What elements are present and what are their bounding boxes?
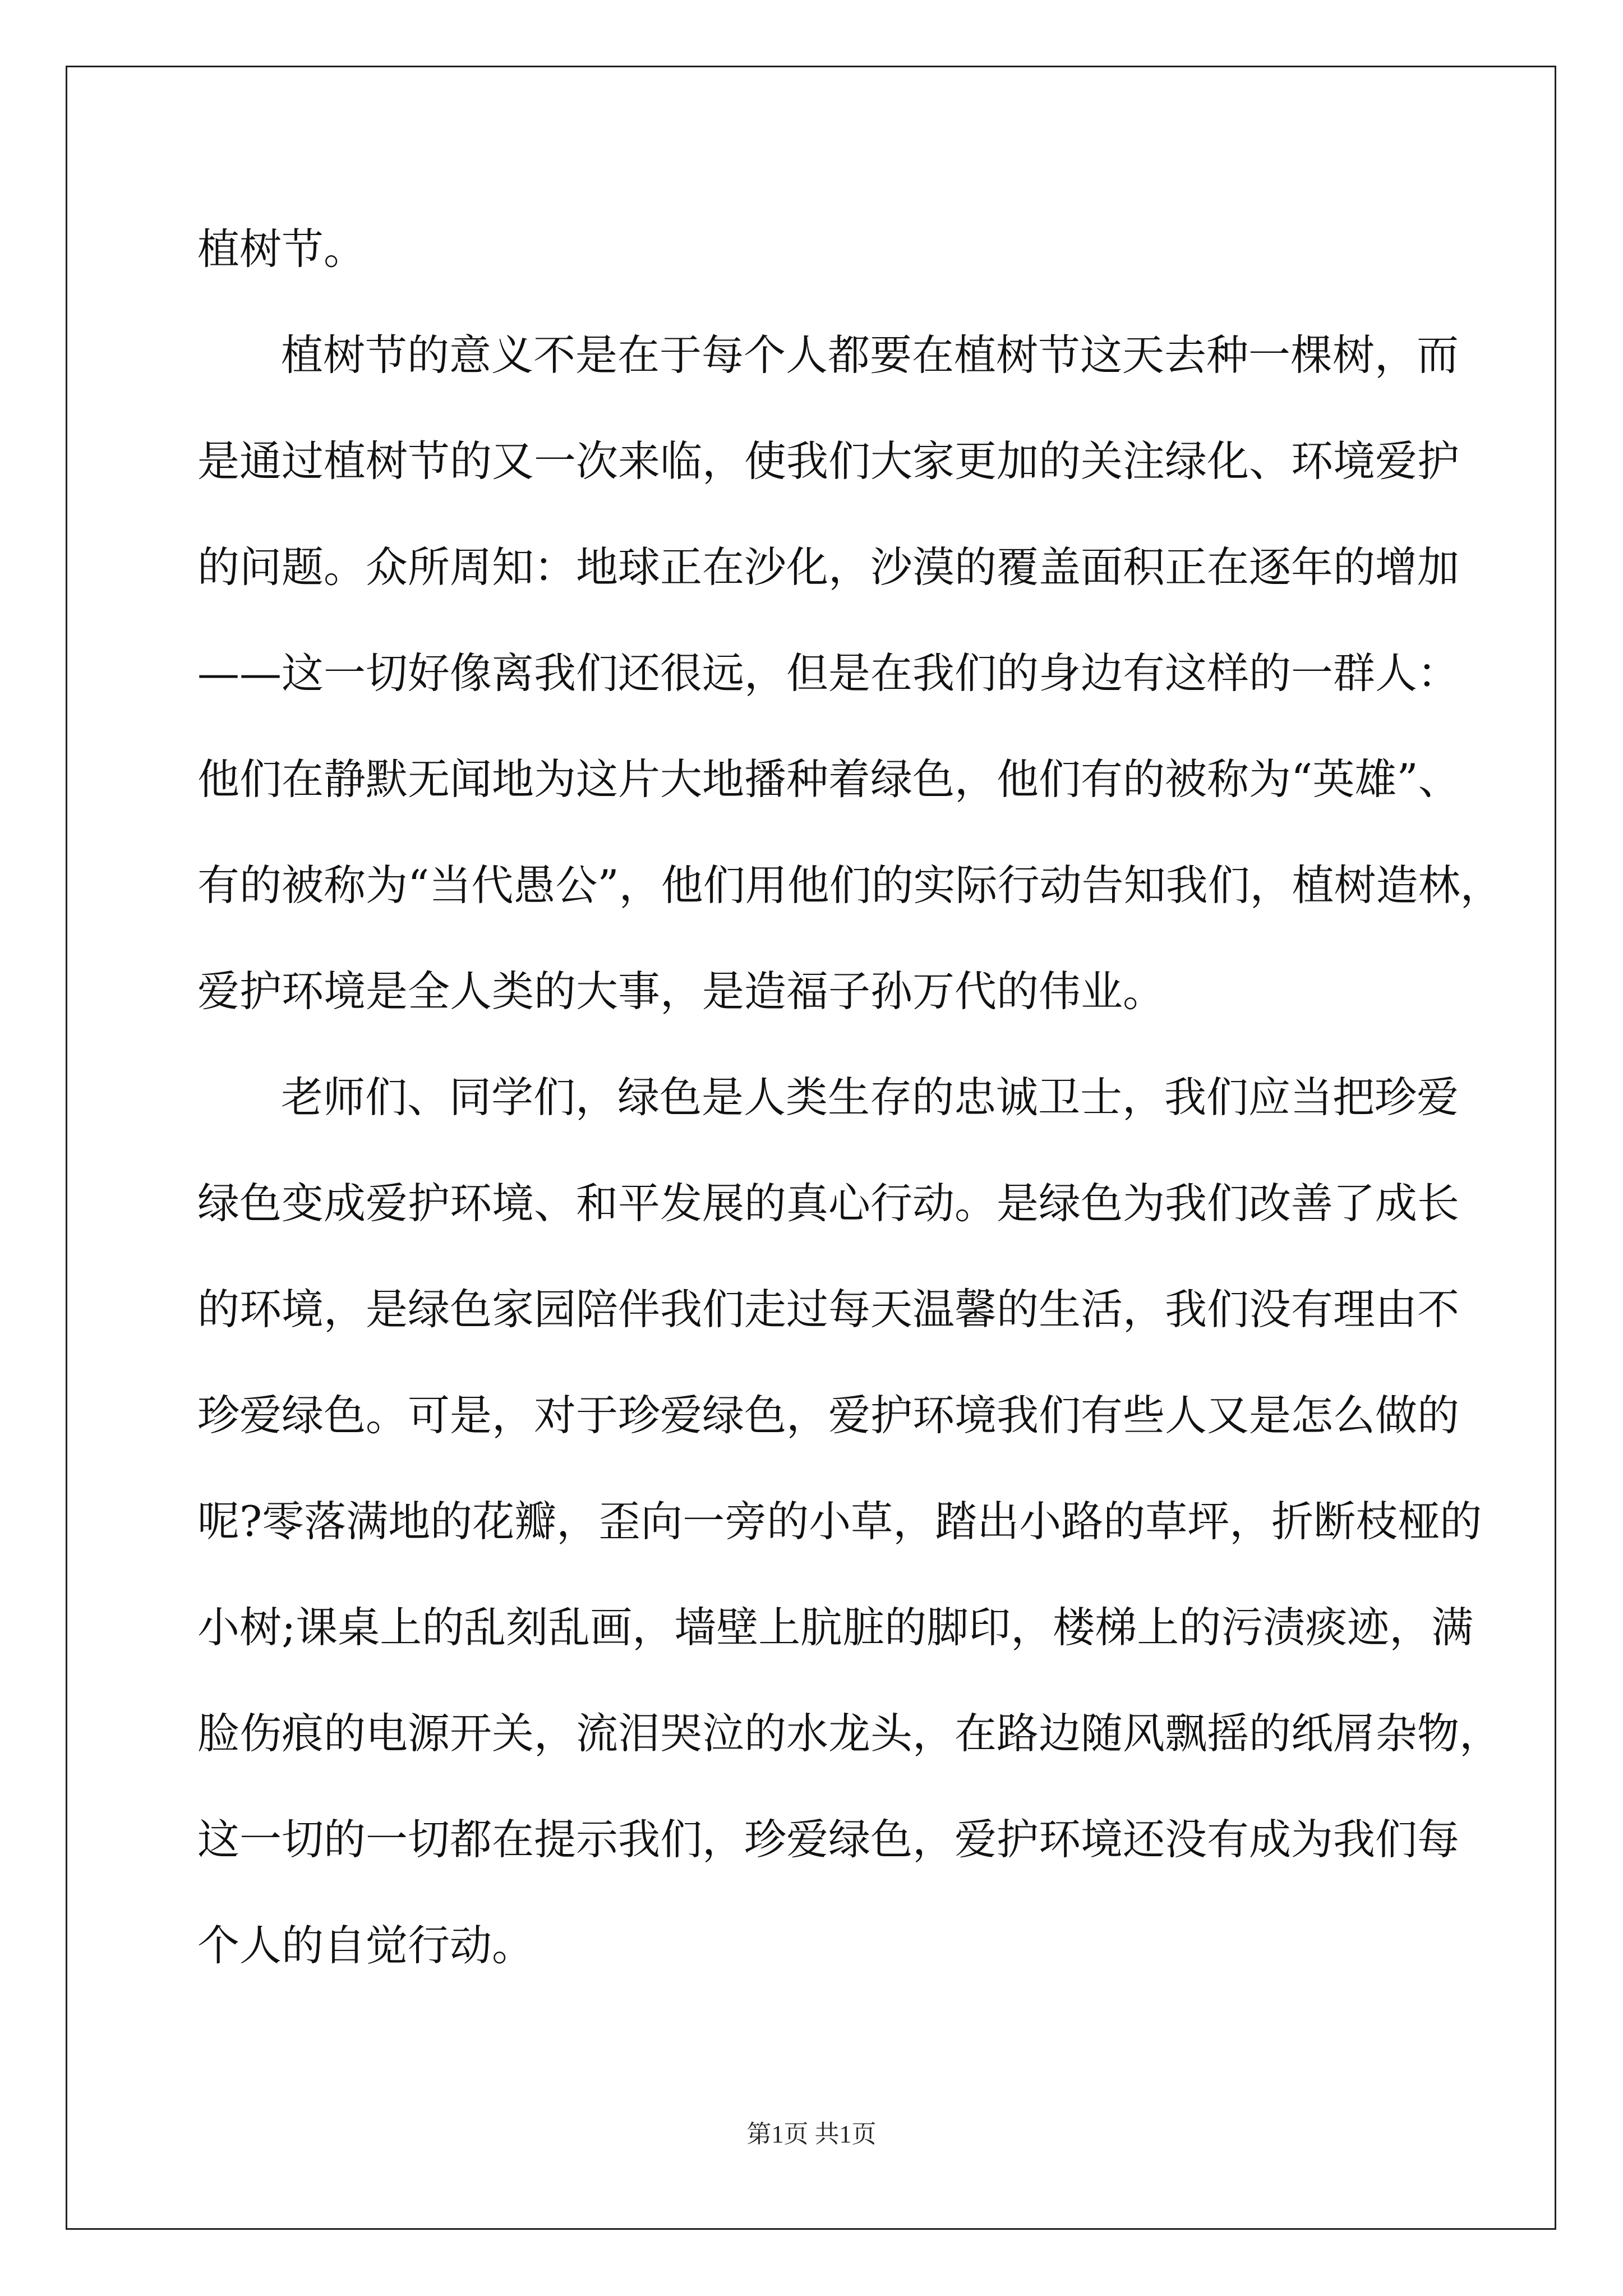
- page-border: [66, 66, 1556, 2230]
- page-number-footer: 第1页 共1页: [746, 2120, 877, 2148]
- text-line: ——这一切好像离我们还很远，但是在我们的身边有这样的一群人：: [197, 648, 1460, 698]
- text-line: 的问题。众所周知：地球正在沙化，沙漠的覆盖面积正在逐年的增加: [197, 542, 1460, 592]
- text-line: 呢?零落满地的花瓣，歪向一旁的小草，踏出小路的草坪，折断枝桠的: [197, 1497, 1482, 1546]
- text-line: 他们在静默无闻地为这片大地播种着绿色，他们有的被称为“英雄”、: [197, 754, 1460, 804]
- paragraph-first-line: 植树节的意义不是在于每个人都要在植树节这天去种一棵树，而: [281, 330, 1459, 380]
- text-line: 植树节。: [197, 224, 366, 274]
- text-line: 珍爱绿色。可是，对于珍爱绿色，爱护环境我们有些人又是怎么做的: [197, 1391, 1460, 1440]
- paragraph-first-line: 老师们、同学们，绿色是人类生存的忠诚卫士，我们应当把珍爱: [281, 1073, 1459, 1122]
- text-line: 个人的自觉行动。: [197, 1921, 534, 1970]
- text-line: 小树;课桌上的乱刻乱画，墙壁上肮脏的脚印，楼梯上的污渍痰迹，满: [197, 1603, 1474, 1652]
- text-line: 爱护环境是全人类的大事，是造福子孙万代的伟业。: [197, 967, 1165, 1016]
- text-line: 脸伤痕的电源开关，流泪哭泣的水龙头，在路边随风飘摇的纸屑杂物，: [197, 1709, 1502, 1758]
- text-line: 这一切的一切都在提示我们，珍爱绿色，爱护环境还没有成为我们每: [197, 1815, 1460, 1864]
- text-line: 绿色变成爱护环境、和平发展的真心行动。是绿色为我们改善了成长: [197, 1179, 1460, 1228]
- text-line: 有的被称为“当代愚公”，他们用他们的实际行动告知我们，植树造林，: [197, 861, 1502, 910]
- text-line: 的环境，是绿色家园陪伴我们走过每天温馨的生活，我们没有理由不: [197, 1285, 1460, 1334]
- text-line: 是通过植树节的又一次来临，使我们大家更加的关注绿化、环境爱护: [197, 436, 1460, 486]
